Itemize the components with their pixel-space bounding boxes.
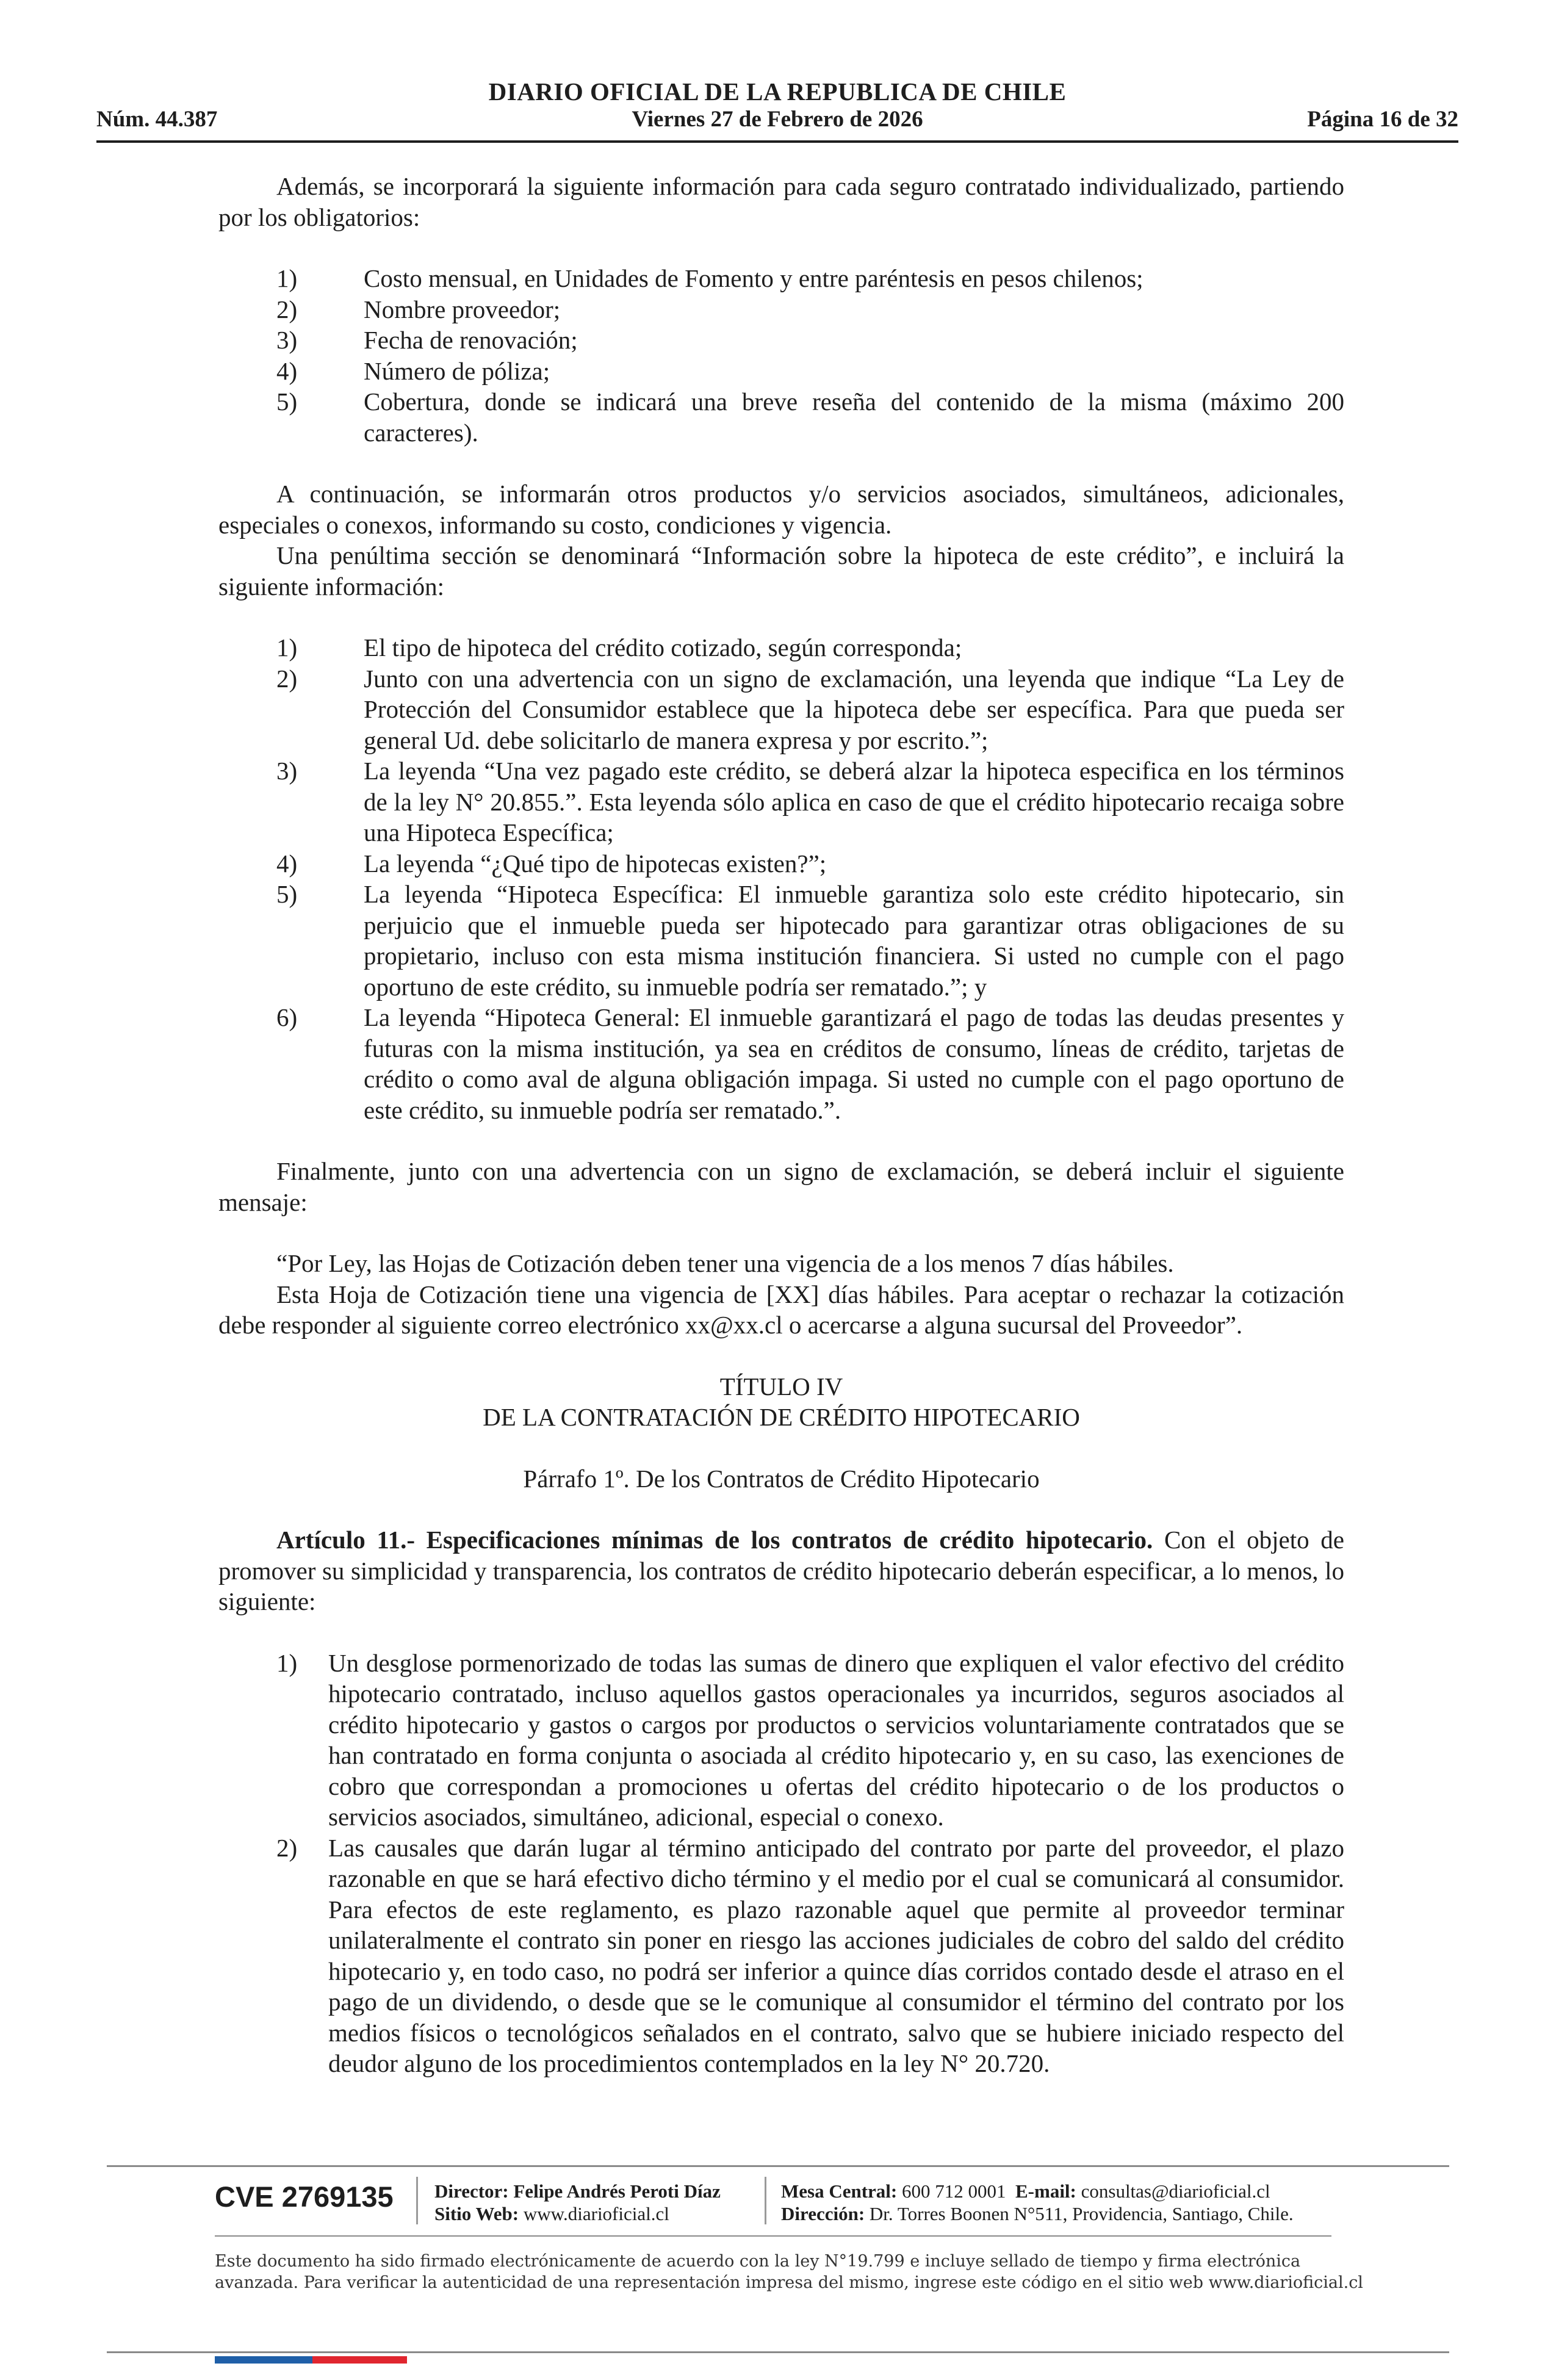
mortgage-info-list bbox=[218, 632, 1344, 1125]
list-text: La leyenda “¿Qué tipo de hipotecas existen?”; bbox=[364, 849, 827, 878]
issue-date: Viernes 27 de Febrero de 2026 bbox=[632, 107, 923, 132]
list-number: 4) bbox=[276, 356, 298, 385]
list-text: Fecha de renovación; bbox=[364, 326, 578, 354]
list-item bbox=[218, 1833, 1344, 2079]
finalmente-paragraph: Finalmente, junto con una advertencia con un signo de exclamación, se deberá incluir el siguiente mensaje: bbox=[218, 1157, 1344, 1216]
website-label: Sitio Web: bbox=[434, 2203, 519, 2224]
list-item bbox=[218, 1648, 1344, 1833]
list-item bbox=[218, 325, 1344, 356]
newspaper-title: DIARIO OFICIAL DE LA REPUBLICA DE CHILE bbox=[488, 78, 1067, 106]
list-text: Las causales que darán lugar al término anticipado del contrato por parte del proveedor, el plazo razonable en que se hará efectivo dicho término y el medio por el cual se comunicará al consumidor. Para efectos de este reglamento, es plazo razonable aquel que permite al proveedor terminar unilateralmente el contrato sin poner en riesgo las acciones judiciales de cobro del saldo del crédito hipotecario y, en todo caso, no podrá ser inferior a quince días corridos contado desde el atraso en el pago de un dividendo, o desde que se le comunique al consumidor el término del contrato por los medios físicos o tecnológicos señalados en el contrato, salvo que se hubiere iniciado respecto del deudor alguno de los procedimientos contemplados en la ley N° 20.720. bbox=[328, 1833, 1344, 2077]
list-text: Junto con una advertencia con un signo de exclamación, una leyenda que indique “La Ley de Protección del Consumidor establece que la hipoteca debe ser específica. Para que pueda ser general Ud. debe solicitarlo de manera expresa y por escrito.”; bbox=[364, 664, 1344, 754]
list-number: 1) bbox=[276, 264, 298, 292]
list-text: La leyenda “Una vez pagado este crédito, se deberá alzar la hipoteca especifica en los términos de la ley N° 20.855.”. Esta leyenda sólo aplica en caso de que el crédito hipotecario recaiga sobre una Hipoteca Específica; bbox=[364, 757, 1344, 846]
titulo-name: DE LA CONTRATACIÓN DE CRÉDITO HIPOTECARIO bbox=[483, 1403, 1080, 1431]
list-item bbox=[218, 356, 1344, 387]
parrafo-heading: Párrafo 1º. De los Contratos de Crédito Hipotecario bbox=[523, 1464, 1040, 1493]
list-item bbox=[218, 632, 1344, 663]
article-11-paragraph bbox=[218, 1524, 1344, 1617]
list-item bbox=[218, 1002, 1344, 1125]
flag-stripe-blue bbox=[215, 2356, 312, 2364]
footer-contact-block bbox=[781, 2180, 1294, 2225]
insurance-info-list bbox=[218, 263, 1344, 448]
intro-paragraph: Además, se incorporará la siguiente información para cada seguro contratado individualizado, partiendo por los obligatorios: bbox=[218, 172, 1344, 231]
titulo-number: TÍTULO IV bbox=[719, 1372, 843, 1401]
header-divider bbox=[96, 140, 1458, 143]
list-number: 2) bbox=[276, 1833, 298, 1862]
list-text: Cobertura, donde se indicará una breve reseña del contenido de la misma (máximo 200 caracteres). bbox=[364, 388, 1344, 447]
director-label: Director: bbox=[434, 2180, 509, 2202]
list-number: 4) bbox=[276, 849, 298, 878]
phone-label: Mesa Central: bbox=[781, 2180, 898, 2202]
cve-code: CVE 2769135 bbox=[215, 2180, 394, 2213]
page-number: Página 16 de 32 bbox=[1307, 107, 1458, 132]
document-body bbox=[218, 171, 1344, 2110]
list-item bbox=[218, 263, 1344, 294]
list-item bbox=[218, 663, 1344, 756]
email-link[interactable]: consultas@diarioficial.cl bbox=[1081, 2180, 1270, 2202]
list-number: 3) bbox=[276, 757, 298, 785]
website-link[interactable]: www.diarioficial.cl bbox=[523, 2203, 669, 2224]
list-text: Nombre proveedor; bbox=[364, 295, 561, 323]
footer-separator bbox=[765, 2177, 766, 2224]
flag-stripe-red bbox=[312, 2356, 407, 2364]
list-number: 5) bbox=[276, 880, 298, 908]
list-text: La leyenda “Hipoteca Específica: El inmueble garantiza solo este crédito hipotecario, sin perjuicio que el inmueble pueda ser hipotecado para garantizar otras obligaciones de su propietario, incluso con esta misma institución financiera. Si usted no cumple con el pago oportuno de este crédito, su inmueble podría ser rematado.”; y bbox=[364, 880, 1344, 1001]
quote-line-2: Esta Hoja de Cotización tiene una vigencia de [XX] días hábiles. Para aceptar o rechazar la cotización debe responder al siguiente correo electrónico xx@xx.cl o acercarse a alguna sucursal del Proveedor”. bbox=[218, 1280, 1344, 1339]
list-item bbox=[218, 879, 1344, 1002]
list-text: Costo mensual, en Unidades de Fomento y entre paréntesis en pesos chilenos; bbox=[364, 264, 1144, 292]
footer-divider-mid bbox=[215, 2235, 1331, 2237]
continuacion-paragraph: A continuación, se informarán otros productos y/o servicios asociados, simultáneos, adicionales, especiales o conexos, informando su costo, condiciones y vigencia. bbox=[218, 480, 1344, 539]
list-number: 1) bbox=[276, 633, 298, 662]
footer-separator bbox=[416, 2177, 418, 2224]
email-label: E-mail: bbox=[1015, 2180, 1076, 2202]
list-item bbox=[218, 848, 1344, 879]
address-value: Dr. Torres Boonen N°511, Providencia, Santiago, Chile. bbox=[869, 2203, 1294, 2224]
list-number: 1) bbox=[276, 1648, 298, 1677]
phone-value: 600 712 0001 bbox=[902, 2180, 1006, 2202]
list-text: Número de póliza; bbox=[364, 356, 550, 385]
list-item bbox=[218, 294, 1344, 325]
list-text: La leyenda “Hipoteca General: El inmueble garantizará el pago de todas las deudas presentes y futuras con la misma institución, ya sea en créditos de consumo, líneas de crédito, tarjetas de crédito o como aval de alguna obligación impaga. Si usted no cumple con el pago oportuno de este crédito, su inmueble podría ser rematado.”. bbox=[364, 1003, 1344, 1124]
list-number: 2) bbox=[276, 664, 298, 693]
article-body: Con el objeto de promover su simplicidad y transparencia, los contratos de crédito hipotecario deberán especificar, a lo menos, lo siguiente: bbox=[218, 1526, 1344, 1615]
legal-notice: Este documento ha sido firmado electrónicamente de acuerdo con la ley N°19.799 e incluye sellado de tiempo y firma electrónica avanzada. Para verificar la autenticidad de una representación impresa del mismo, ingrese este código en el sitio web www.diarioficial.cl bbox=[215, 2252, 1363, 2292]
list-number: 2) bbox=[276, 295, 298, 323]
contract-spec-list bbox=[218, 1648, 1344, 2079]
footer-divider-bottom bbox=[107, 2351, 1449, 2353]
issue-number: Núm. 44.387 bbox=[96, 107, 218, 132]
title-block bbox=[218, 1371, 1344, 1433]
list-item bbox=[218, 386, 1344, 448]
list-number: 3) bbox=[276, 326, 298, 354]
footer-director-block bbox=[434, 2180, 721, 2225]
list-text: El tipo de hipoteca del crédito cotizado, según corresponda; bbox=[364, 633, 962, 662]
page-header bbox=[96, 72, 1458, 145]
quote-line-1: “Por Ley, las Hojas de Cotización deben tener una vigencia de a los menos 7 días hábiles. bbox=[276, 1249, 1174, 1277]
address-label: Dirección: bbox=[781, 2203, 865, 2224]
list-number: 6) bbox=[276, 1003, 298, 1031]
article-heading: Artículo 11.- Especificaciones mínimas de los contratos de crédito hipotecario. bbox=[276, 1526, 1153, 1554]
director-name: Felipe Andrés Peroti Díaz bbox=[513, 2180, 721, 2202]
list-text: Un desglose pormenorizado de todas las sumas de dinero que expliquen el valor efectivo del crédito hipotecario contratado, incluso aquellos gastos operacionales ya incurridos, seguros asociados al crédito hipotecario y gastos o cargos por productos o servicios voluntariamente contratados que se han contratado en forma conjunta o asociada al crédito hipotecario y, en su caso, las exenciones de cobro que correspondan a promociones u ofertas del crédito hipotecario o de los productos o servicios asociados, simultáneo, adicional, especial o conexo. bbox=[328, 1648, 1344, 1831]
list-number: 5) bbox=[276, 388, 298, 416]
footer-divider-top bbox=[107, 2165, 1449, 2167]
list-item bbox=[218, 755, 1344, 848]
penultima-paragraph: Una penúltima sección se denominará “Información sobre la hipoteca de este crédito”, e incluirá la siguiente información: bbox=[218, 541, 1344, 600]
